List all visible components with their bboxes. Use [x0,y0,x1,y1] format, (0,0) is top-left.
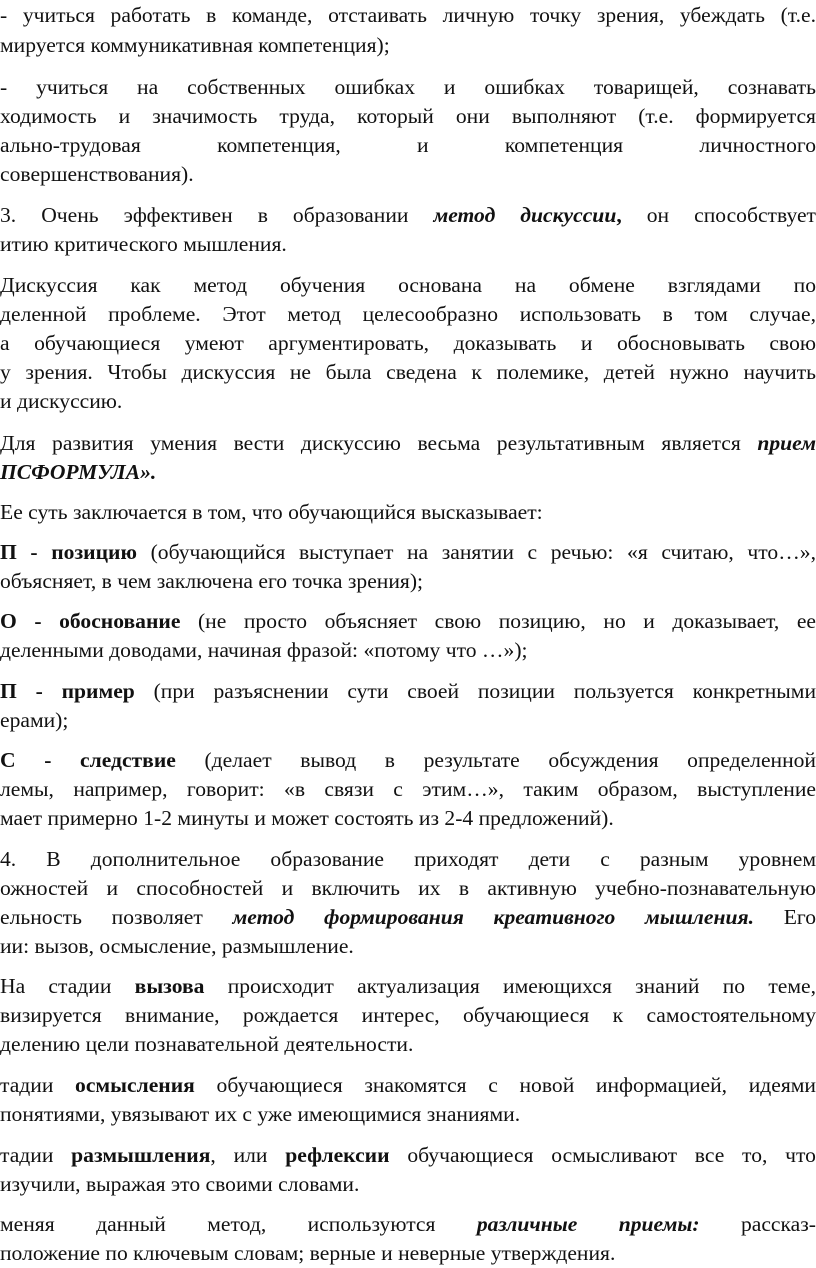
text-run: Дискуссия как метод обучения основана на обмене взглядами по [0,273,816,297]
text-run: изучили, выражая это своими словами. [0,1172,360,1196]
text-line [0,428,816,458]
text-line [0,1070,816,1100]
text-line [0,803,816,833]
text-line [0,676,816,706]
text-run: 3. Очень эффективен в образовании [0,203,434,227]
text-line [0,0,816,30]
text-line [0,1238,816,1268]
text-line [0,931,816,961]
text-line [0,705,816,735]
text-line [0,1140,816,1170]
text-line [0,101,816,131]
bold-italic-term: прием [757,431,816,455]
text-run: (не просто объясняет свою позицию, но и доказывает, ее [180,609,816,633]
text-line [0,1169,816,1199]
text-line [0,1029,816,1059]
text-line [0,902,816,932]
text-run: - учиться на собственных ошибках и ошибках товарищей, сознавать [0,75,816,99]
text-run: обучающиеся знакомятся с новой информацией, идеями [194,1073,816,1097]
bold-italic-term: метод формирования креативного мышления. [232,905,754,929]
text-run: деленными доводами, начиная фразой: «потому что …»); [0,638,528,662]
text-run: визируется внимание, рождается интерес, обучающиеся к самостоятельному [0,1003,816,1027]
text-run: он способствует [621,203,816,227]
text-run: итию критического мышления. [0,232,287,256]
bold-italic-term: ПСФОРМУЛА». [0,460,157,484]
text-run: тадии [0,1073,76,1097]
bold-term: рефлексии [285,1143,390,1167]
text-line [0,606,816,636]
text-line [0,497,816,527]
text-line [0,200,816,230]
text-run: ально-трудовая компетенция, и компетенция личностного [0,133,816,157]
text-run: , или [210,1143,286,1167]
text-run: а обучающиеся умеют аргументировать, доказывать и обосновывать свою [0,331,816,355]
bold-term: размышления [71,1143,211,1167]
text-run: Ее суть заключается в том, что обучающийся высказывает: [0,500,543,524]
text-line [0,1000,816,1030]
bold-italic-term: метод дискуссии [433,203,617,227]
bold-term: , [616,203,622,227]
text-run: (обучающийся выступает на занятии с речью: «я считаю, что…», [136,540,816,564]
text-run: (при разъяснении сути своей позиции пользуется конкретными [134,679,816,703]
text-line [0,745,816,775]
text-run: ельность позволяет [0,905,233,929]
text-line [0,774,816,804]
text-line [0,229,816,259]
text-run: ерами); [0,708,69,732]
text-run: - учиться работать в команде, отстаивать личную точку зрения, убеждать (т.е. [0,3,816,27]
text-line [0,299,816,329]
text-line [0,159,816,189]
text-run: положение по ключевым словам; верные и неверные утверждения. [0,1241,616,1265]
text-line [0,130,816,160]
text-line [0,873,816,903]
text-run: ходимость и значимость труда, который они выполняют (т.е. формируется [0,104,816,128]
text-line [0,357,816,387]
text-run: совершенствования). [0,162,194,186]
text-run: ии: вызов, осмысление, размышление. [0,934,354,958]
bold-term: П - позицию [0,540,137,564]
text-run: На стадии [0,974,135,998]
text-line [0,328,816,358]
bold-italic-term: различные приемы: [476,1212,700,1236]
text-run: ожностей и способностей и включить их в активную учебно-познавательную [0,876,816,900]
text-line [0,844,816,874]
text-run: Для развития умения вести дискуссию весьма результативным является [0,431,758,455]
text-run: деленной проблеме. Этот метод целесообразно использовать в том случае, [0,302,816,326]
text-line [0,72,816,102]
text-run: происходит актуализация имеющихся знаний по теме, [204,974,816,998]
text-run: меняя данный метод, используются [0,1212,477,1236]
text-run: (делает вывод в результате обсуждения определенной [175,748,816,772]
text-line [0,1099,816,1129]
text-run: у зрения. Чтобы дискуссия не была сведена к полемике, детей нужно научить [0,360,816,384]
bold-term: осмысления [75,1073,195,1097]
text-run: мируется коммуникативная компетенция); [0,33,390,57]
text-run: Его [754,905,816,929]
text-run: и дискуссию. [0,389,123,413]
bold-term: вызова [134,974,205,998]
text-line [0,386,816,416]
text-line [0,537,816,567]
text-run: лемы, например, говорит: «в связи с этим…», таким образом, выступление [0,777,816,801]
text-run: понятиями, увязывают их с уже имеющимися знаниями. [0,1102,521,1126]
text-run: обучающиеся осмысливают все то, что [389,1143,816,1167]
text-line [0,270,816,300]
text-line [0,30,816,60]
text-run: 4. В дополнительное образование приходят дети с разным уровнем [0,847,816,871]
bold-term: О - обоснование [0,609,181,633]
text-run: мает примерно 1-2 минуты и может состоять из 2-4 предложений). [0,806,614,830]
text-run: тадии [0,1143,72,1167]
text-run: делению цели познавательной деятельности. [0,1032,414,1056]
bold-term: П - пример [0,679,135,703]
text-line [0,457,816,487]
text-line [0,635,816,665]
text-line [0,971,816,1001]
bold-term: С - следствие [0,748,176,772]
text-line [0,566,816,596]
text-run: объясняет, в чем заключена его точка зрения); [0,569,424,593]
text-line [0,1209,816,1239]
text-run: рассказ- [699,1212,816,1236]
